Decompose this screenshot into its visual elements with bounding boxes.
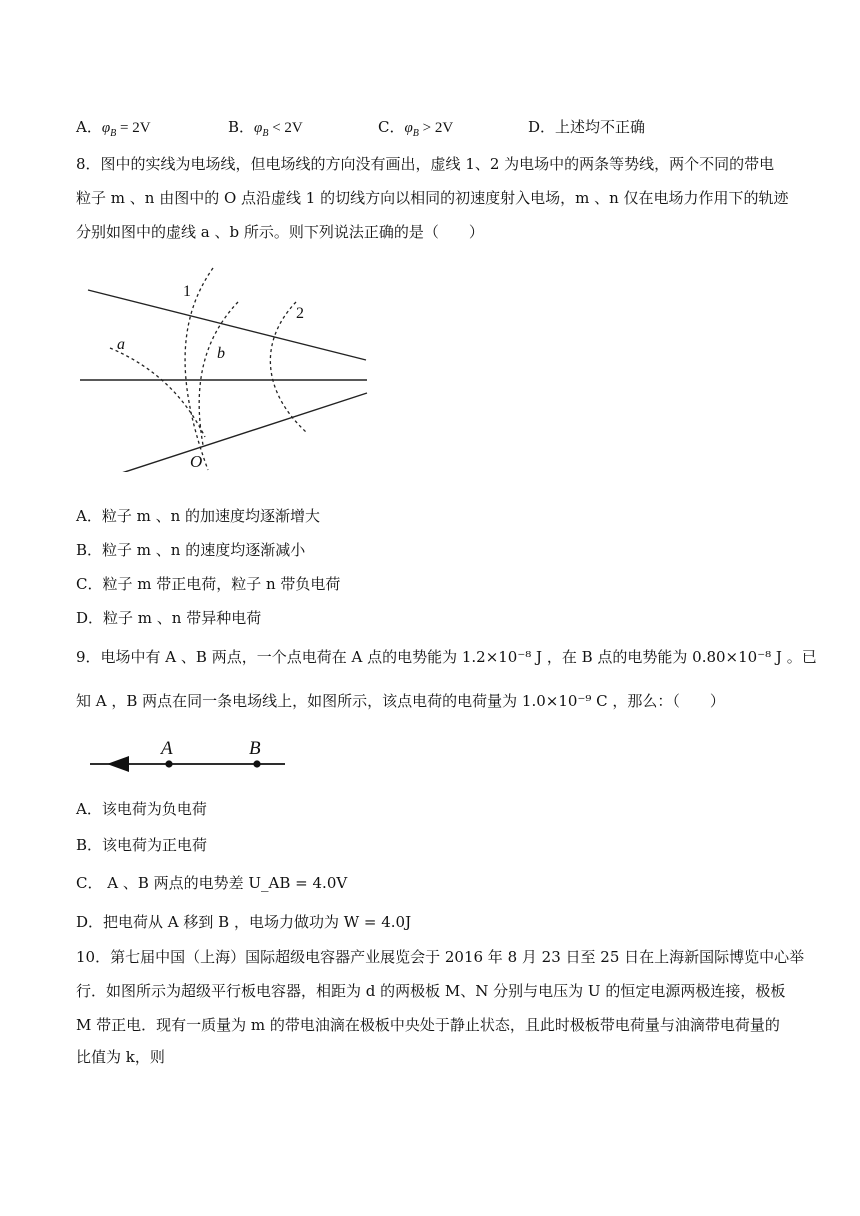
label-a: a [117, 336, 125, 353]
q7-option-a: A．$\varphi_B = 2V$ [76, 118, 151, 139]
q7-options [76, 116, 776, 140]
field-line-top [88, 290, 366, 360]
point-b [253, 760, 260, 767]
q8-stem-line-1: 8．图中的实线为电场线，但电场线的方向没有画出，虚线 1、2 为电场中的两条等势线，两个不同的带电 [76, 155, 775, 173]
q9-option-d: D．把电荷从 A 移到 B ，电场力做功为 W = 4.0J [76, 913, 412, 931]
q9-option-b: B．该电荷为正电荷 [76, 836, 208, 854]
q8-stem-line-3: 分别如图中的虚线 a 、b 所示。则下列说法正确的是（ ） [76, 223, 484, 241]
label-o: O [190, 452, 203, 471]
q8-option-b: B．粒子 m 、n 的速度均逐渐减小 [76, 541, 306, 559]
q8-option-c: C．粒子 m 带正电荷，粒子 n 带负电荷 [76, 575, 341, 593]
q9-option-c: C． A 、B 两点的电势差 U_AB = 4.0V [76, 874, 348, 892]
q8-stem-line-2: 粒子 m 、n 由图中的 O 点沿虚线 1 的切线方向以相同的初速度射入电场，m 、n 仅在电场力作用下的轨迹 [76, 189, 789, 207]
q10-line-2: 行．如图所示为超级平行板电容器，相距为 d 的两极板 M、N 分别与电压为 U 的恒定电源两极连接，极板 [76, 982, 786, 1000]
label-1: 1 [183, 283, 191, 300]
arrow-left-icon [107, 756, 129, 772]
q9-option-a: A．该电荷为负电荷 [76, 800, 207, 818]
trajectory-a [110, 348, 205, 437]
q10-line-4: 比值为 k，则 [76, 1048, 165, 1066]
q7-option-d: D．上述均不正确 [528, 118, 646, 136]
label-a: A [161, 738, 173, 759]
label-b: b [217, 345, 225, 362]
q7-option-b: B．$\varphi_B < 2V$ [228, 118, 303, 139]
q10-line-1: 10．第七届中国（上海）国际超级电容器产业展览会于 2016 年 8 月 23 日至 25 日在上海新国际博览中心举 [76, 948, 805, 966]
label-2: 2 [296, 305, 304, 322]
q7-option-c: C．$\varphi_B > 2V$ [378, 118, 454, 139]
label-b: B [249, 738, 261, 759]
q9-field-line-figure [85, 730, 295, 780]
q10-line-3: M 带正电．现有一质量为 m 的带电油滴在极板中央处于静止状态，且此时极板带电荷量与油滴带电荷量的 [76, 1016, 780, 1034]
point-a [165, 760, 172, 767]
q8-option-d: D．粒子 m 、n 带异种电荷 [76, 609, 262, 627]
q8-option-a: A．粒子 m 、n 的加速度均逐渐增大 [76, 507, 321, 525]
q9-stem-line-2: 知 A ，B 两点在同一条电场线上，如图所示，该点电荷的电荷量为 1.0×10⁻⁹ C ，那么：（ ） [76, 692, 725, 710]
q8-field-figure [70, 262, 380, 472]
field-line-bottom [97, 393, 367, 472]
q9-stem-line-1: 9．电场中有 A 、B 两点，一个点电荷在 A 点的电势能为 1.2×10⁻⁸ J ，在 B 点的电势能为 0.80×10⁻⁸ J 。已 [76, 648, 817, 666]
